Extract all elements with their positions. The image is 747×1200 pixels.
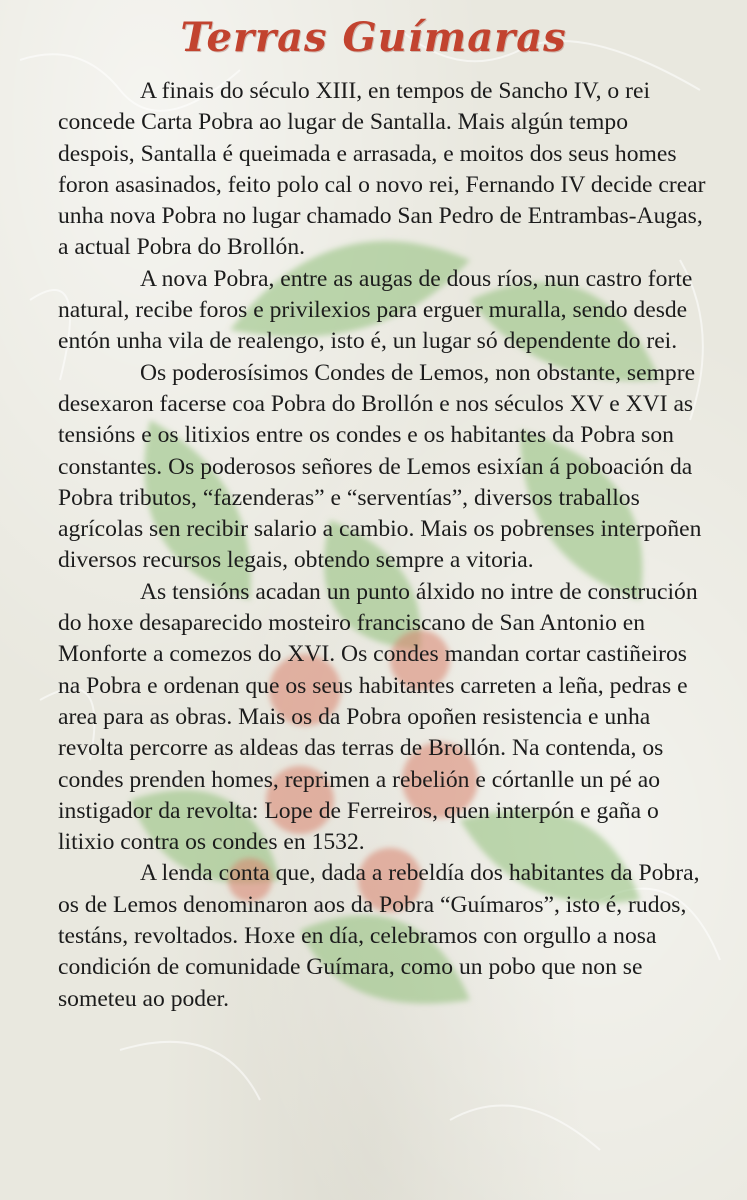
paragraph: A lenda conta que, dada a rebeldía dos habitantes da Pobra, os de Lemos denominaron aos da Pobra “Guímaros”, isto é, rudos, testáns, revoltados. Hoxe en día, celebramos con orgullo a nosa condición de comunidade Guímara, como un pobo que non se someteu ao poder.: [58, 860, 700, 1012]
paragraph: A finais do século XIII, en tempos de Sancho IV, o rei concede Carta Pobra ao lugar de Santalla. Mais algún tempo despois, Santalla é queimada e arrasada, e moitos dos seus homes foron asasinados, feito polo cal o novo rei, Fernando IV decide crear unha nova Pobra no lugar chamado San Pedro de Entrambas-Augas, a actual Pobra do Brollón.: [58, 78, 706, 261]
paragraph: A nova Pobra, entre as augas de dous ríos, nun castro forte natural, recibe foros e privilexios para erguer muralla, sendo desde entón unha vila de realengo, isto é, un lugar só dependente do rei.: [58, 265, 693, 355]
body-text: [58, 76, 708, 1015]
page-title: Terras Guímaras: [180, 14, 567, 61]
paragraph: As tensións acadan un punto álxido no intre de construción do hoxe desaparecido mosteiro franciscano de San Antonio en Monforte a comezos do XVI. Os condes mandan cortar castiñeiros na Pobra e ordenan que os seus habitantes carreten a leña, pedras e area para as obras. Mais os da Pobra opoñen resistencia e unha revolta percorre as aldeas das terras de Brollón. Na contenda, os condes prenden homes, reprimen a rebelión e córtanlle un pé ao instigador da revolta: Lope de Ferreiros, quen interpón e gaña o litixio contra os condes en 1532.: [58, 578, 698, 856]
paragraph: Os poderosísimos Condes de Lemos, non obstante, sempre desexaron facerse coa Pobra do Brollón e nos séculos XV e XVI as tensións e os litixios entre os condes e os habitantes da Pobra son constantes. Os poderosos señores de Lemos esixían á poboación da Pobra tributos, “fazenderas” e “serventías”, diversos traballos agrícolas sen recibir salario a cambio. Mais os pobrenses interpoñen diversos recursos legais, obtendo sempre a vitoria.: [58, 359, 702, 574]
